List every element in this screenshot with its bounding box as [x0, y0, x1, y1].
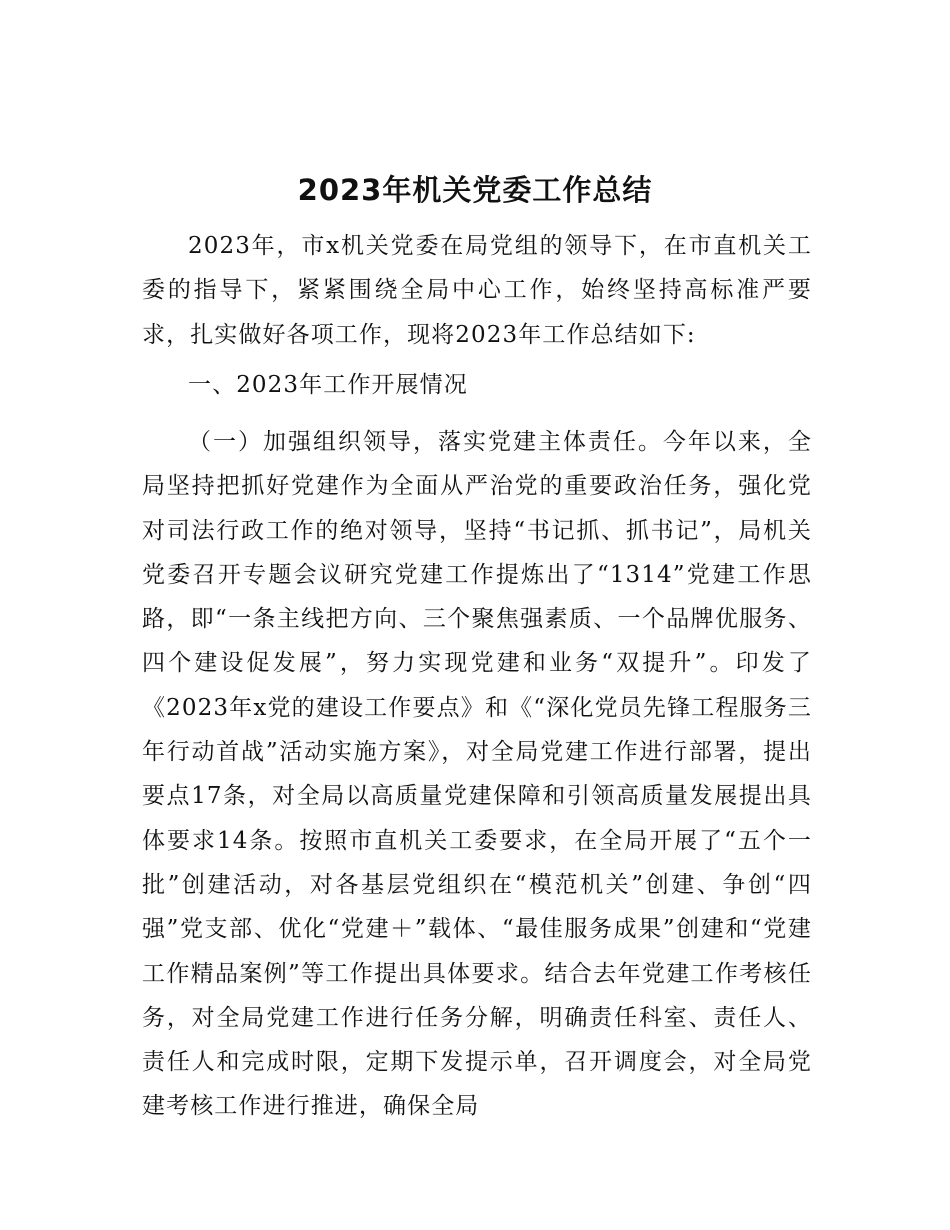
section-heading: 一、2023年工作开展情况 — [188, 372, 468, 398]
intro-paragraph: 2023年，市x机关党委在局党组的领导下，在市直机关工委的指导下，紧紧围绕全局中心工作，始终坚持高标准严要求，扎实做好各项工作，现将2023年工作总结如下: — [142, 233, 812, 348]
section-paragraph: （一）加强组织领导，落实党建主体责任。今年以来，全局坚持把抓好党建作为全面从严治党的重要政治任务，强化党对司法行政工作的绝对领导，坚持“书记抓、抓书记”，局机关党委召开专题会议研究党建工作提炼出了“1314”党建工作思路，即“一条主线把方向、三个聚焦强素质、一个品牌优服务、四个建设促发展”，努力实现党建和业务“双提升”。印发了《2023年x党的建设工作要点》和《“深化党员先锋工程服务三年行动首战”活动实施方案》，对全局党建工作进行部署，提出要点17条，对全局以高质量党建保障和引领高质量发展提出具体要求14条。按照市直机关工委要求，在全局开展了“五个一批”创建活动，对各基层党组织在“模范机关”创建、争创“四强”党支部、优化“党建＋”载体、“最佳服务成果”创建和“党建工作精品案例”等工作提出具体要求。结合去年党建工作考核任务，对全局党建工作进行任务分解，明确责任科室、责任人、责任人和完成时限，定期下发提示单，召开调度会，对全局党建考核工作进行推进，确保全局 — [142, 429, 812, 1120]
document-title: 2023年机关党委工作总结 — [297, 173, 653, 207]
